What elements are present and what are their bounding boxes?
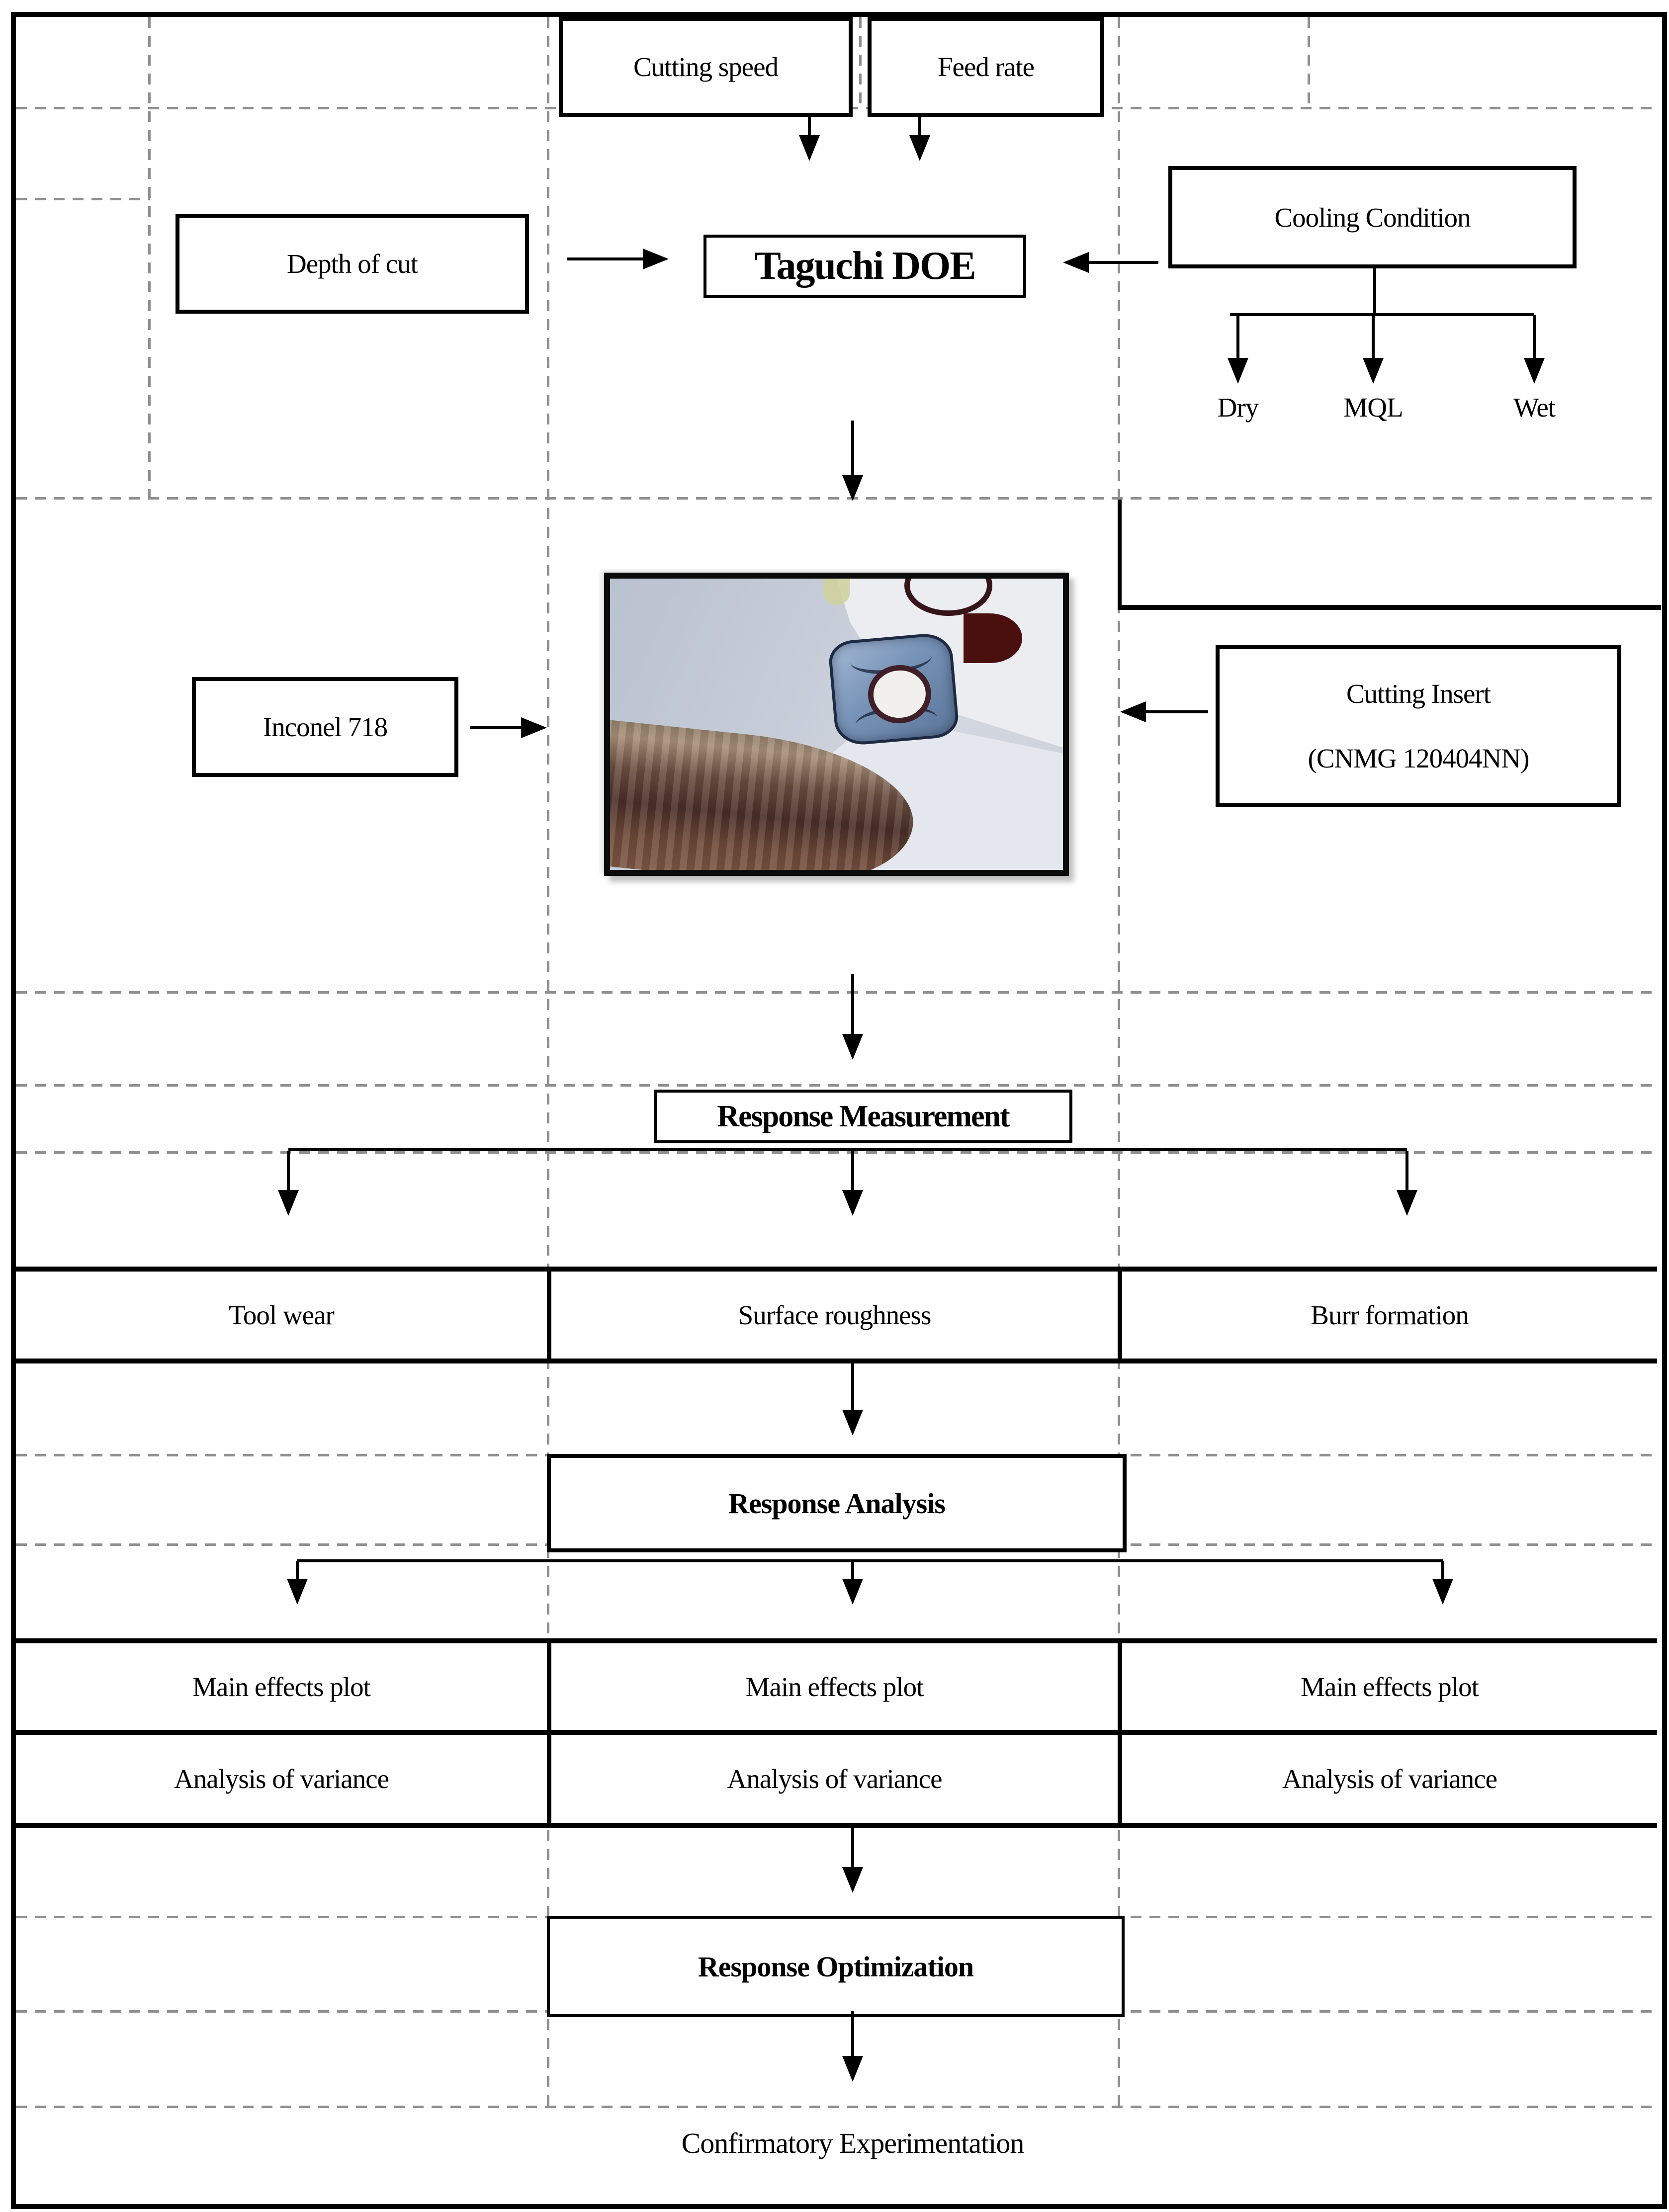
arrowhead-down-icon	[842, 475, 863, 501]
arrowhead-down-icon	[842, 2056, 863, 2082]
main-effects-label: Main effects plot	[192, 1671, 370, 1702]
cooling-level-dry: Dry	[1217, 392, 1259, 423]
cooling-level-mql: MQL	[1343, 392, 1403, 423]
arrow-dry	[1236, 315, 1239, 358]
arrowhead-down-icon	[1524, 358, 1545, 384]
box-inconel-718	[192, 677, 458, 777]
surface-roughness-label: Surface roughness	[738, 1300, 931, 1330]
arrowhead-left-icon	[1063, 252, 1089, 273]
response-measurement-label: Response Measurement	[717, 1099, 1009, 1133]
grid-dash-h	[16, 991, 1657, 994]
anova-label: Analysis of variance	[174, 1764, 389, 1794]
arrow-branch1-right	[1405, 1151, 1408, 1192]
grid-dash-h	[16, 1151, 1657, 1154]
arrow-inconel	[470, 726, 522, 729]
box-response-analysis	[547, 1454, 1127, 1552]
arrowhead-right-icon	[521, 717, 547, 738]
cell-main-effects-3	[1118, 1643, 1657, 1730]
arrowhead-down-icon	[909, 135, 930, 161]
cutting-insert-line2: (CNMG 120404NN)	[1308, 743, 1529, 773]
cooling-level-wet: Wet	[1513, 392, 1556, 423]
arrow-depth-of-cut	[567, 257, 644, 260]
anova-label: Analysis of variance	[727, 1764, 942, 1794]
arrowhead-down-icon	[799, 135, 820, 161]
feed-rate-label: Feed rate	[937, 52, 1035, 82]
arrowhead-down-icon	[1363, 358, 1384, 384]
arrow-to-analysis	[851, 1363, 854, 1413]
arrowhead-down-icon	[1432, 1579, 1453, 1605]
main-effects-label: Main effects plot	[745, 1671, 924, 1702]
arrowhead-right-icon	[643, 249, 669, 269]
cutting-insert-photo	[604, 573, 1069, 876]
arrowhead-down-icon	[287, 1579, 308, 1605]
arrow-to-optimization	[851, 1828, 854, 1870]
cell-anova-2	[547, 1735, 1118, 1823]
blue-insert	[828, 632, 960, 747]
response-optimization-label: Response Optimization	[698, 1950, 974, 1983]
arrow-cutting-insert	[1146, 710, 1208, 713]
arrow-mql	[1372, 315, 1375, 358]
arrow-branch1-mid	[851, 1151, 854, 1192]
cell-burr-formation	[1118, 1272, 1657, 1359]
anova-row	[16, 1735, 1657, 1828]
cutting-insert-line1: Cutting Insert	[1346, 679, 1491, 709]
depth-of-cut-label: Depth of cut	[287, 249, 418, 279]
responses-row	[16, 1267, 1657, 1363]
confirmatory-experimentation-label: Confirmatory Experimentation	[681, 2127, 1024, 2159]
arrow-cooling-condition	[1089, 261, 1158, 264]
arrowhead-left-icon	[1120, 701, 1146, 722]
cell-anova-3	[1118, 1735, 1657, 1823]
arrow-branch1-left	[287, 1151, 290, 1192]
arrow-to-confirmatory	[851, 2011, 854, 2058]
arrow-cutting-speed	[808, 113, 811, 138]
tool-wear-label: Tool wear	[229, 1300, 334, 1330]
arrow-wet	[1533, 315, 1536, 358]
main-effects-row	[16, 1638, 1657, 1735]
inconel-718-label: Inconel 718	[263, 712, 388, 742]
grid-dash-v	[148, 17, 151, 499]
grid-dash-h	[16, 2106, 1657, 2108]
arrow-branch2-mid	[851, 1561, 854, 1581]
arrowhead-down-icon	[278, 1190, 299, 1216]
arrowhead-down-icon	[842, 1190, 863, 1216]
arrowhead-down-icon	[1228, 358, 1248, 384]
box-response-optimization	[547, 1916, 1125, 2017]
box-taguchi-doe	[703, 235, 1026, 298]
cooling-branch-line	[1230, 313, 1534, 316]
photo-highlight	[823, 579, 850, 605]
box-feed-rate	[868, 17, 1104, 117]
grid-dash-h	[16, 1084, 1657, 1087]
arrow-photo-down	[851, 974, 854, 1036]
box-response-measurement	[654, 1090, 1072, 1143]
measurement-branch-line	[288, 1148, 1407, 1151]
grid-dash-v	[859, 17, 862, 109]
arrow-branch2-right	[1441, 1561, 1444, 1581]
anova-label: Analysis of variance	[1282, 1764, 1497, 1794]
box-cutting-speed	[559, 17, 853, 117]
arrow-feed-rate	[918, 113, 921, 138]
cell-tool-wear	[16, 1272, 547, 1359]
response-analysis-label: Response Analysis	[728, 1487, 945, 1520]
analysis-branch-line	[297, 1559, 1443, 1562]
cooling-condition-label: Cooling Condition	[1274, 202, 1471, 233]
arrowhead-down-icon	[842, 1410, 863, 1436]
cutting-speed-label: Cutting speed	[633, 52, 778, 82]
cutting-insert-label	[1308, 662, 1529, 791]
burr-formation-label: Burr formation	[1311, 1300, 1469, 1330]
grid-dash-v	[1308, 17, 1310, 109]
arrowhead-down-icon	[842, 1034, 863, 1060]
empty-text-frame	[1118, 500, 1661, 610]
cell-anova-1	[16, 1735, 547, 1823]
box-cutting-insert	[1216, 645, 1621, 807]
main-effects-label: Main effects plot	[1301, 1671, 1479, 1702]
cell-main-effects-2	[547, 1643, 1118, 1730]
taguchi-doe-label: Taguchi DOE	[754, 244, 975, 288]
arrow-taguchi-down	[851, 421, 854, 476]
arrowhead-down-icon	[842, 1579, 863, 1605]
arrowhead-down-icon	[842, 1867, 863, 1893]
cell-main-effects-1	[16, 1643, 547, 1730]
box-depth-of-cut	[176, 214, 529, 314]
arrow-branch2-left	[296, 1561, 299, 1581]
box-cooling-condition	[1168, 166, 1577, 268]
arrowhead-down-icon	[1397, 1190, 1417, 1216]
cell-surface-roughness	[547, 1272, 1118, 1359]
grid-dash-h	[16, 198, 150, 200]
